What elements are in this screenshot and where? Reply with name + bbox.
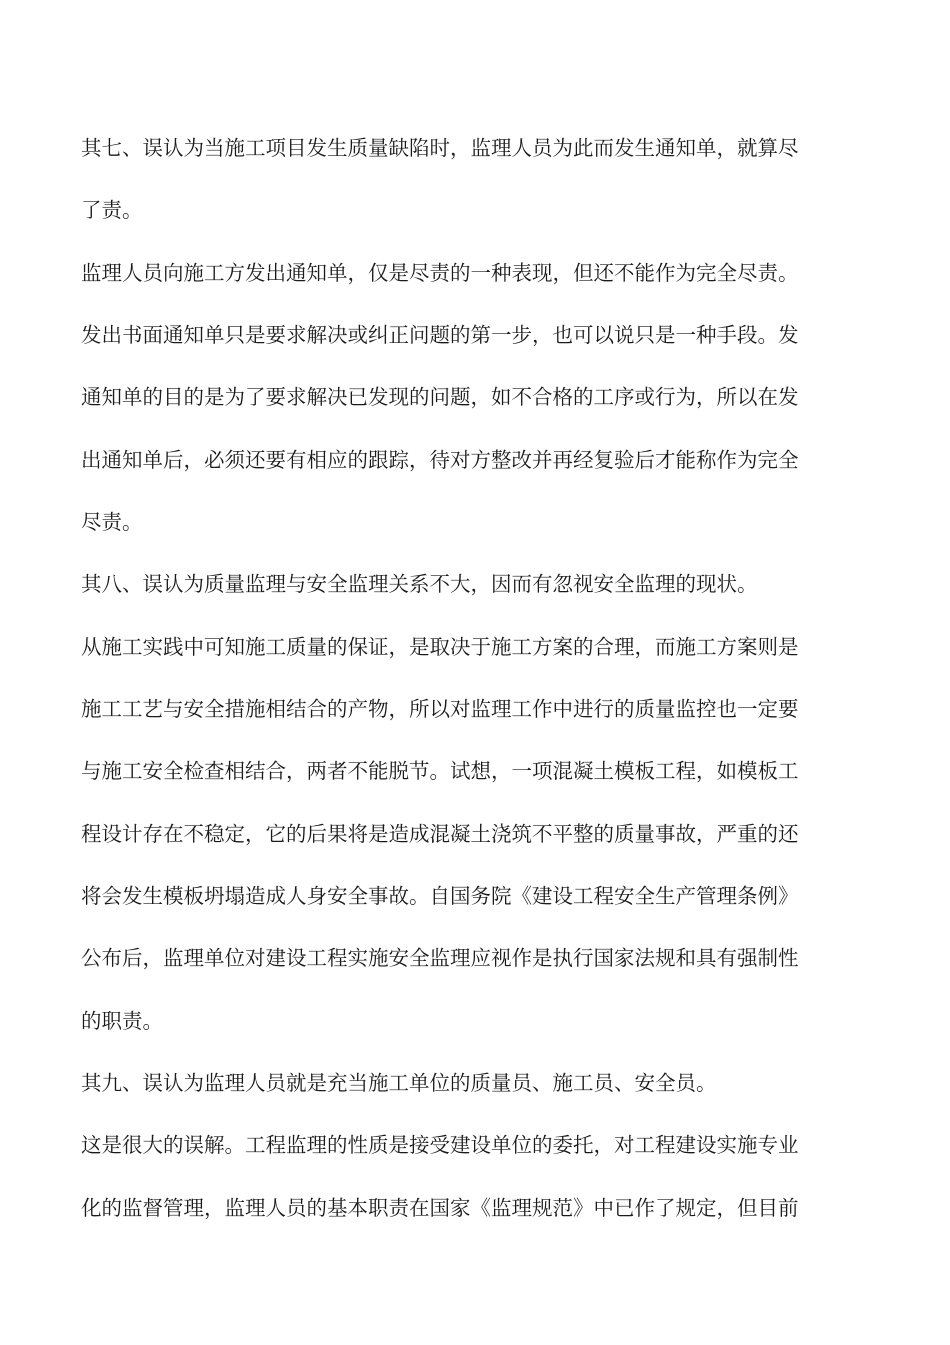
text-line: 发出书面通知单只是要求解决或纠正问题的第一步，也可以说只是一种手段。发 [81,323,799,347]
text-line: 程设计存在不稳定，它的后果将是造成混凝土浇筑不平整的质量事故，严重的还 [81,822,799,846]
text-line: 监理人员向施工方发出通知单，仅是尽责的一种表现，但还不能作为完全尽责。 [81,261,799,285]
text-line: 出通知单后，必须还要有相应的跟踪，待对方整改并再经复验后才能称作为完全 [81,448,799,472]
text-line: 施工工艺与安全措施相结合的产物，所以对监理工作中进行的质量监控也一定要 [81,697,799,721]
text-line: 从施工实践中可知施工质量的保证，是取决于施工方案的合理，而施工方案则是 [81,635,799,659]
text-line: 与施工安全检查相结合，两者不能脱节。试想，一项混凝土模板工程，如模板工 [81,759,799,783]
text-line: 了责。 [81,198,143,222]
text-line: 通知单的目的是为了要求解决已发现的问题，如不合格的工序或行为，所以在发 [81,385,799,409]
text-line: 公布后，监理单位对建设工程实施安全监理应视作是执行国家法规和具有强制性 [81,946,799,970]
text-line: 这是很大的误解。工程监理的性质是接受建设单位的委托，对工程建设实施专业 [81,1133,799,1157]
text-line: 其七、误认为当施工项目发生质量缺陷时，监理人员为此而发生通知单，就算尽 [81,136,799,160]
text-line: 尽责。 [81,510,143,534]
text-line: 其九、误认为监理人员就是充当施工单位的质量员、施工员、安全员。 [81,1071,717,1095]
text-line: 化的监督管理，监理人员的基本职责在国家《监理规范》中已作了规定，但目前 [81,1196,799,1220]
text-line: 的职责。 [81,1009,163,1033]
text-line: 将会发生模板坍塌造成人身安全事故。自国务院《建设工程安全生产管理条例》 [81,884,799,908]
text-line: 其八、误认为质量监理与安全监理关系不大，因而有忽视安全监理的现状。 [81,572,758,596]
